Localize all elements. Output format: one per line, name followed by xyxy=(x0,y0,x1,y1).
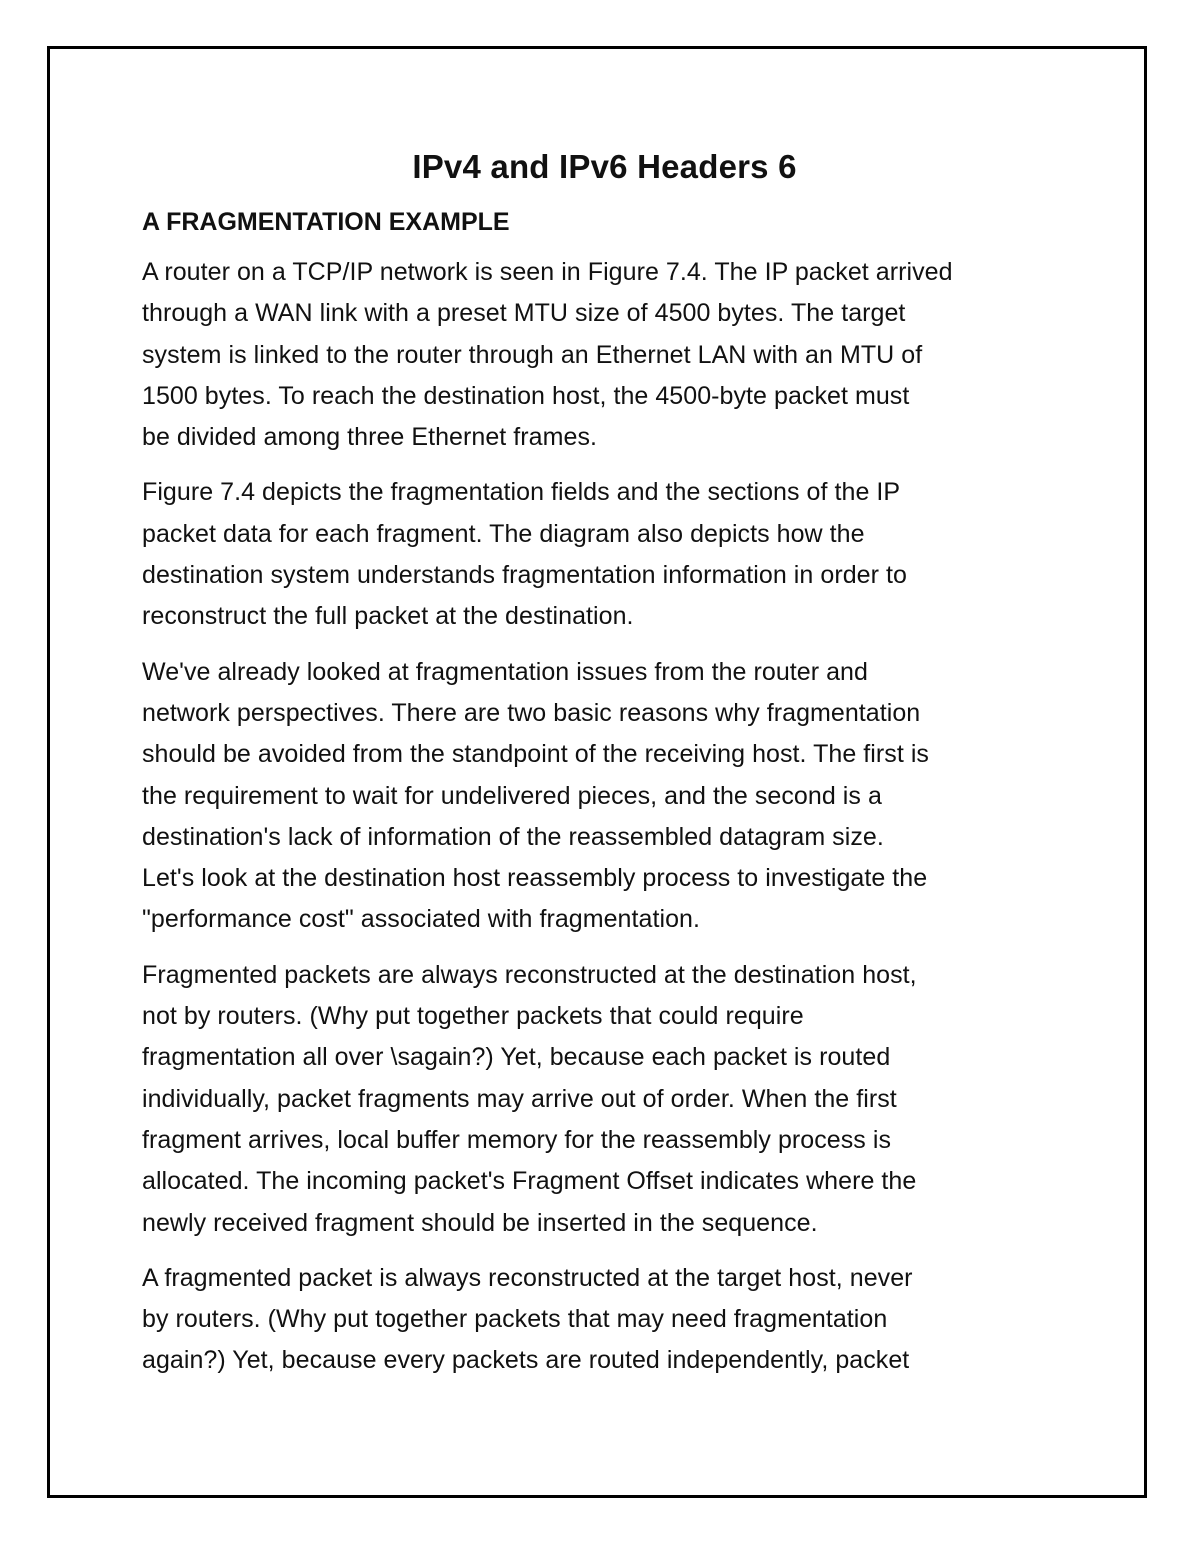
text-line: 1500 bytes. To reach the destination host, the 4500-byte packet must xyxy=(142,381,910,410)
text-line: through a WAN link with a preset MTU size of 4500 bytes. The target xyxy=(142,299,906,328)
text-line: system is linked to the router through an Ethernet LAN with an MTU of xyxy=(142,340,923,369)
paragraph xyxy=(142,652,1067,941)
paragraph xyxy=(142,1258,1067,1382)
text-line: again?) Yet, because every packets are routed independently, packet xyxy=(142,1346,910,1375)
text-line: "performance cost" associated with fragmentation. xyxy=(142,905,700,934)
text-line: fragment arrives, local buffer memory for the reassembly process is xyxy=(142,1125,891,1154)
text-line: allocated. The incoming packet's Fragment Offset indicates where the xyxy=(142,1167,917,1196)
text-line: network perspectives. There are two basic reasons why fragmentation xyxy=(142,698,921,727)
text-line: newly received fragment should be inserted in the sequence. xyxy=(142,1208,818,1237)
text-line: the requirement to wait for undelivered pieces, and the second is a xyxy=(142,781,882,810)
text-line: We've already looked at fragmentation issues from the router and xyxy=(142,657,868,686)
page-title: IPv4 and IPv6 Headers 6 xyxy=(412,148,797,185)
paragraph xyxy=(142,252,1067,458)
text-line: Let's look at the destination host reassembly process to investigate the xyxy=(142,864,928,893)
text-line: Fragmented packets are always reconstructed at the destination host, xyxy=(142,960,917,989)
text-line: destination's lack of information of the reassembled datagram size. xyxy=(142,822,884,851)
text-line: Figure 7.4 depicts the fragmentation fields and the sections of the IP xyxy=(142,478,901,507)
section-heading: A FRAGMENTATION EXAMPLE xyxy=(142,208,510,236)
document-body xyxy=(142,140,1067,1382)
paragraph-list xyxy=(142,252,1067,1382)
paragraph xyxy=(142,472,1067,637)
text-line: not by routers. (Why put together packets that could require xyxy=(142,1002,804,1031)
text-line: packet data for each fragment. The diagram also depicts how the xyxy=(142,519,865,548)
text-line: A router on a TCP/IP network is seen in Figure 7.4. The IP packet arrived xyxy=(142,258,953,286)
text-line: reconstruct the full packet at the destination. xyxy=(142,602,634,631)
text-line: by routers. (Why put together packets that may need fragmentation xyxy=(142,1305,888,1334)
text-line: destination system understands fragmentation information in order to xyxy=(142,561,907,590)
paragraph xyxy=(142,955,1067,1244)
text-line: A fragmented packet is always reconstructed at the target host, never xyxy=(142,1263,913,1292)
text-line: individually, packet fragments may arrive out of order. When the first xyxy=(142,1084,897,1113)
text-line: be divided among three Ethernet frames. xyxy=(142,423,597,452)
text-line: fragmentation all over \sagain?) Yet, because each packet is routed xyxy=(142,1043,891,1072)
text-line: should be avoided from the standpoint of the receiving host. The first is xyxy=(142,740,929,769)
